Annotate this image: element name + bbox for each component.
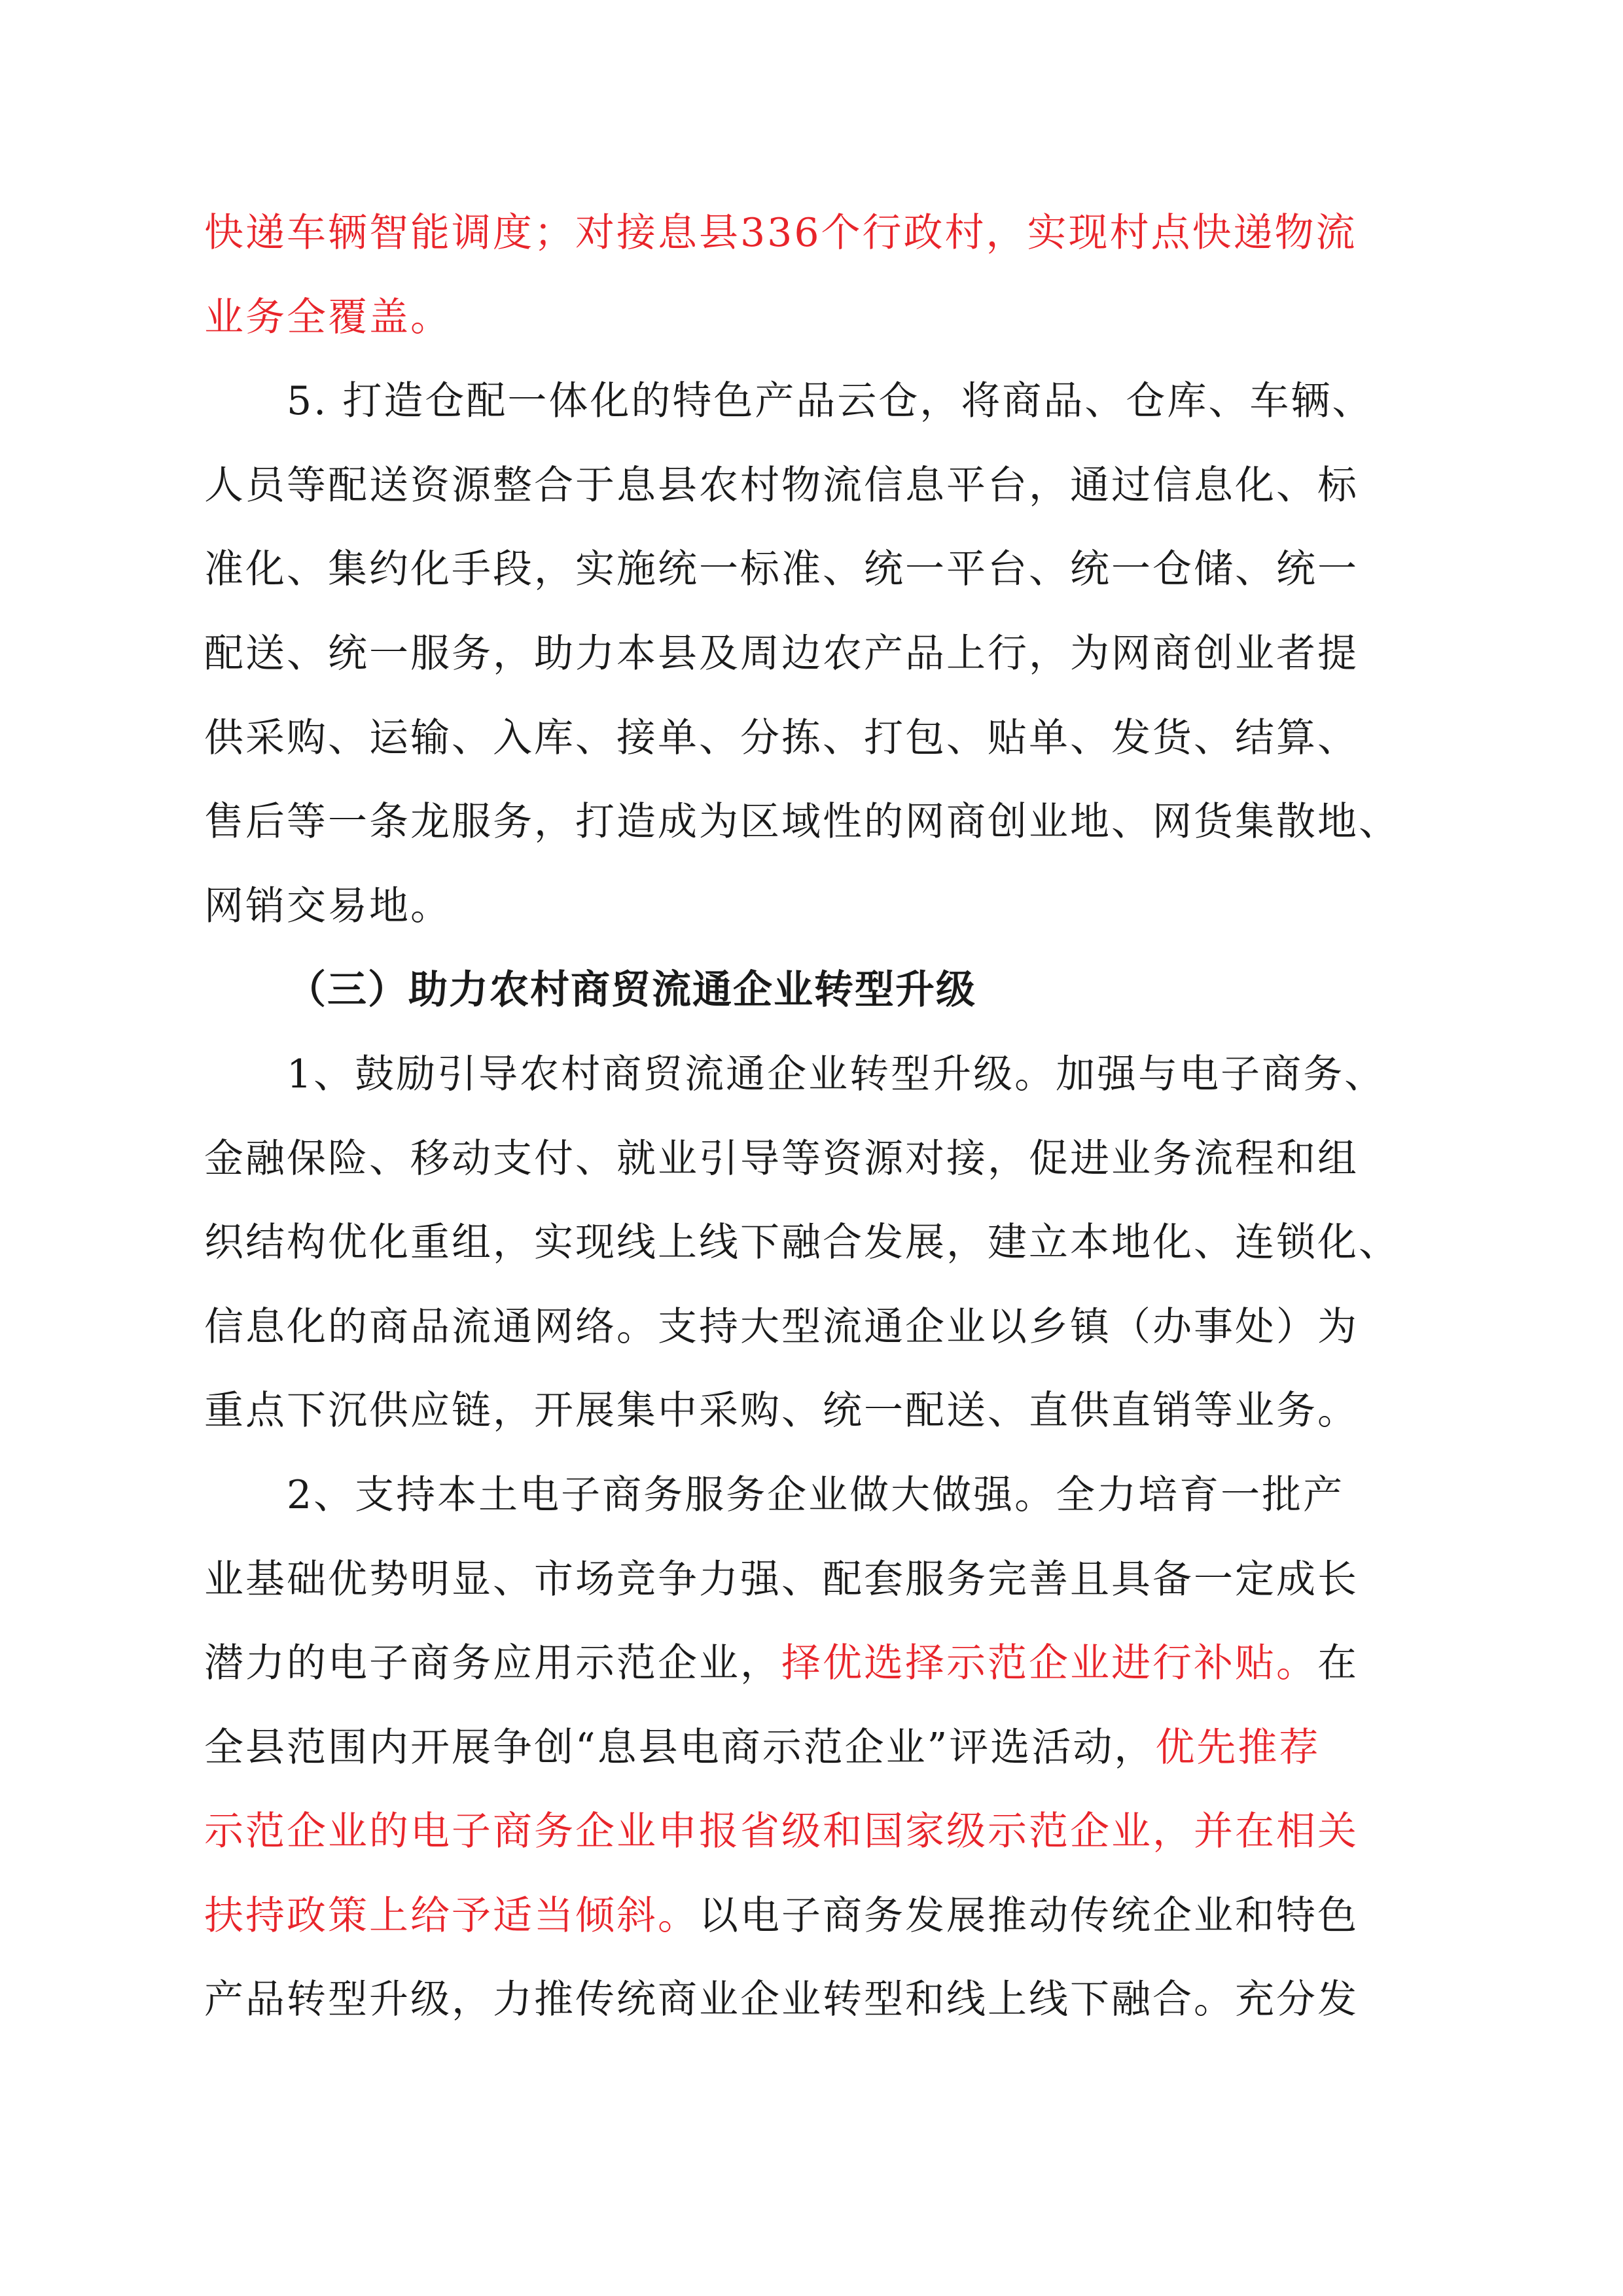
paragraph-line — [204, 1117, 1448, 1201]
highlighted-text: 择优选择示范企业进行补贴。 — [781, 1640, 1317, 1687]
paragraph-line — [204, 527, 1448, 612]
body-text: 以电子商务发展推动传统企业和特色 — [699, 1892, 1359, 1939]
body-text: 重点下沉供应链，开展集中采购、统一配送、直供直销等业务。 — [204, 1388, 1359, 1434]
body-text: 在 — [1317, 1640, 1359, 1687]
body-text: 1、鼓励引导农村商贸流通企业转型升级。加强与电子商务、 — [287, 1051, 1386, 1097]
highlighted-text: 快递车辆智能调度；对接息县336个行政村，实现村点快递物流 — [204, 210, 1357, 256]
paragraph-line — [204, 191, 1448, 275]
body-text: 人员等配送资源整合于息县农村物流信息平台，通过信息化、标 — [204, 462, 1359, 508]
paragraph-line — [204, 1369, 1448, 1453]
highlighted-text: 优先推荐 — [1155, 1724, 1321, 1771]
paragraph-line — [204, 1874, 1448, 1958]
paragraph-line — [204, 1958, 1448, 2042]
body-text: 配送、统一服务，助力本县及周边农产品上行，为网商创业者提 — [204, 630, 1359, 677]
body-text: 5. 打造仓配一体化的特色产品云仓，将商品、仓库、车辆、 — [287, 378, 1374, 425]
body-text: 售后等一条龙服务，打造成为区域性的网商创业地、网货集散地、 — [204, 799, 1400, 845]
paragraph-line — [204, 1453, 1448, 1538]
paragraph-line — [204, 612, 1448, 696]
body-text: 织结构优化重组，实现线上线下融合发展，建立本地化、连锁化、 — [204, 1220, 1400, 1266]
paragraph-line — [204, 696, 1448, 781]
paragraph-line — [204, 1706, 1448, 1790]
highlighted-text: 扶持政策上给予适当倾斜。 — [204, 1892, 699, 1939]
paragraph-line — [204, 1538, 1448, 1622]
highlighted-text: 示范企业的电子商务企业申报省级和国家级示范企业，并在相关 — [204, 1809, 1359, 1855]
body-text: （三）助力农村商贸流通企业转型升级 — [287, 967, 976, 1014]
body-text: 准化、集约化手段，实施统一标准、统一平台、统一仓储、统一 — [204, 546, 1359, 593]
document-body — [204, 191, 1448, 2042]
body-text: 网销交易地。 — [204, 883, 452, 929]
paragraph-line — [204, 1201, 1448, 1285]
body-text: 业基础优势明显、市场竞争力强、配套服务完善且具备一定成长 — [204, 1556, 1359, 1602]
paragraph-line — [204, 864, 1448, 949]
paragraph-line — [204, 780, 1448, 864]
paragraph-line — [204, 1285, 1448, 1369]
body-text: 全县范围内开展争创“息县电商示范企业”评选活动， — [204, 1724, 1156, 1771]
body-text: 金融保险、移动支付、就业引导等资源对接，促进业务流程和组 — [204, 1135, 1359, 1182]
paragraph-line — [204, 444, 1448, 528]
paragraph-line — [204, 1790, 1448, 1874]
body-text: 2、支持本土电子商务服务企业做大做强。全力培育一批产 — [287, 1472, 1345, 1518]
paragraph-line — [204, 1033, 1448, 1117]
paragraph-line — [204, 275, 1448, 360]
highlighted-text: 业务全覆盖。 — [204, 294, 452, 340]
body-text: 供采购、运输、入库、接单、分拣、打包、贴单、发货、结算、 — [204, 715, 1359, 761]
paragraph-line — [204, 1621, 1448, 1706]
body-text: 潜力的电子商务应用示范企业， — [204, 1640, 781, 1687]
section-heading — [204, 948, 1448, 1033]
body-text: 信息化的商品流通网络。支持大型流通企业以乡镇（办事处）为 — [204, 1303, 1359, 1350]
body-text: 产品转型升级，力推传统商业企业转型和线上线下融合。充分发 — [204, 1977, 1359, 2023]
paragraph-line — [204, 359, 1448, 444]
